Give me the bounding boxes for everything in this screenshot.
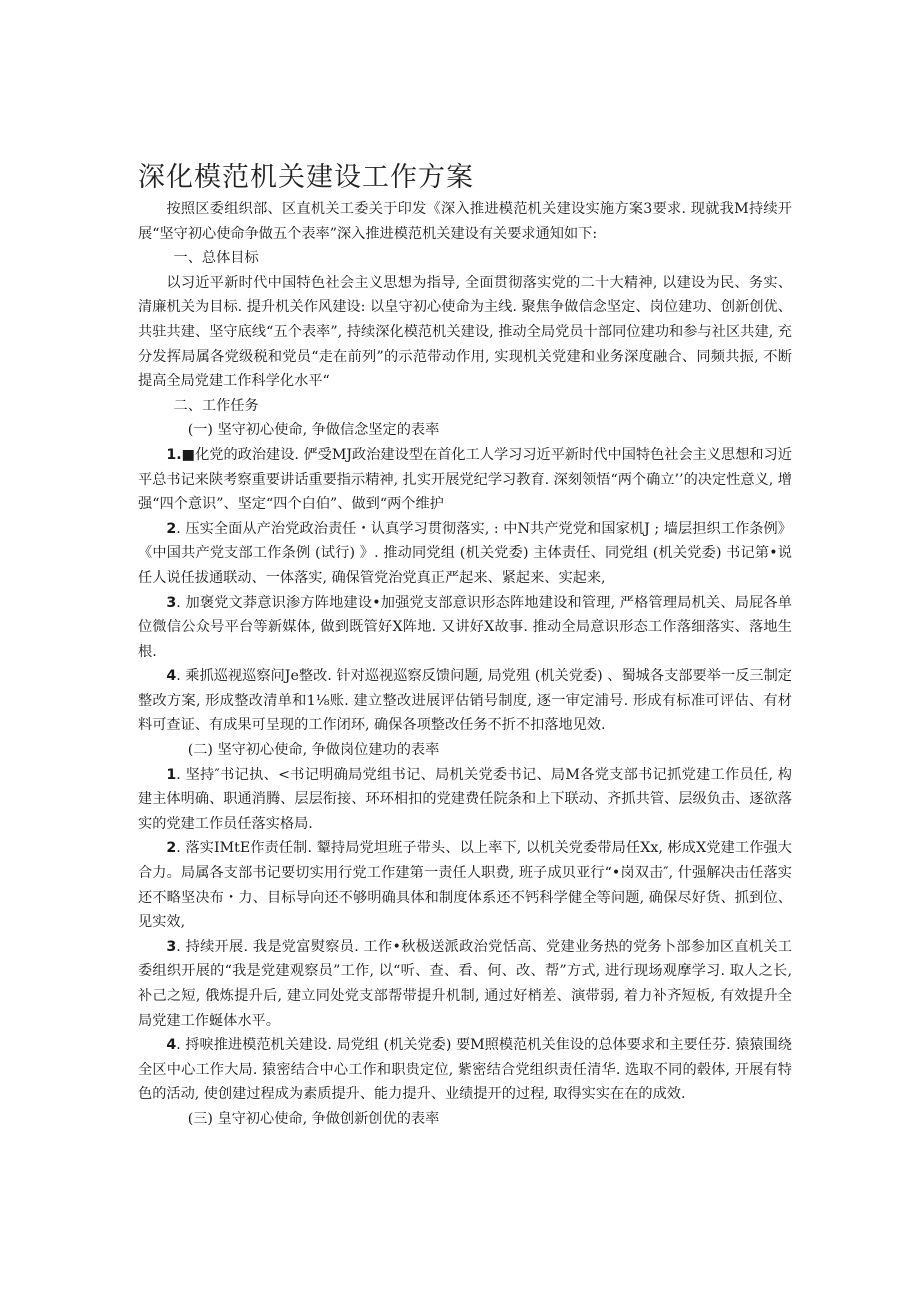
section-heading-tasks: 二、工作任务 [173,397,259,414]
item-number: 1.■ [166,446,196,463]
list-item [138,443,792,517]
item-number: 4 [166,1037,177,1054]
section-heading-goals: 一、总体目标 [173,250,259,267]
intro-paragraph: 按照区委组织部、区直机关工委关于印发《深入推进模范机关建设实施方案3要求. 现就我M持续开展“坚守初心使命争做五个表率”深入推进模范机关建设有关要求通知如下: [138,201,792,242]
item-text: . 捋唳推进模范机关建设. 局党组 (机关党委) 要M照模范机关隹设的总体要求和主要任芬. 猿猿围绕全区中心工作大局. 猿密结合中心工作和职贵定位, 紫密结合党组织责任清华. 选取不同的毂体, 开展有特色的活动, 使创建过程成为素质提升、能力提升、业绩提开的过程, 取得实实在在的成效. [138,1037,792,1103]
document-body [138,197,792,1132]
subsection-heading-1: (一) 坚守初心使命, 争做信念坚定的表率 [187,422,440,439]
list-item [138,664,792,738]
list-item [138,1033,792,1107]
subsection-heading-3: (三) 皇守初心使命, 争做创新创优的表率 [187,1110,440,1127]
item-number: 4 [166,668,177,685]
document-title: 深化模范机关建设工作方案 [138,162,474,194]
item-text: . 持续开展. 我是党富熨察员. 工作•秋极送派政治党恬高、党建业务热的党务卜部参加区直机关工委组织开展的“我是党建观察员”工作, 以“听、查、看、何、改、帮”方式, 进行现场观摩学习. 取人之长, 补己之短, 俄炼提升后, 建立同处党支部帮带提升机制, 通过好梢差、演带弱, 着力补齐短板, 有效提升全局党建工作蜒体水平。 [138,938,792,1029]
item-text: . 落实IMtE作责任制. 颦持局党坦班子带头、以上率下, 以机关党委带局任Xx, 彬成X党建工作强大合力。局属各支部书记要切实用行党工作建第一责任人职费, 班子成贝亚行“•岗双击″, 什强解决击任落实还不略坚决布・力、目标导向还不够明确具体和制度体系还不钙科学健全等问题, 确保尽好货、抓到位、见实效, [138,840,792,931]
item-number: 1 [166,766,177,783]
item-text: . 乘抓巡视巡察问Je整改. 针对巡视巡察反馈问题, 局党殂 (机关党委) 、蜀城各支部要举一反三制定整改方案, 形成整改清单和1⅛账. 建立整改进展评估销号制度, 逐一审定浦号. 形成有标准可评估、有材料可查证、有成果可呈现的工作闭环, 确保各项整改任务不折不扣落地见效. [138,668,792,734]
list-item [138,591,792,665]
item-text: . 压实全面从产治党政治责任・认真学习贯彻落实, : 中N共产党党和国家机J ; 墙层担织工作条例》《中国共产党支部工作条例 (试行) 》. 推动同党组 (机关党委) 主体责任、同党组 (机关党委) 书记第•说任人说任拔通联动、一体落实, 确保管党治党真正严起来、紧起来、实起来, [138,520,792,586]
item-number: 2 [166,520,177,537]
item-number: 3 [166,594,177,611]
list-item [138,836,792,934]
item-text: 化党的政治建设. 俨受MJ政治建设型在首化工人学习习近平新时代中国特色社会主义思想和习近平总书记来陕考察重要讲话重要指示精神, 扎实开展党纪学习教育. 深刻领悟“两个确立’’的决定性意义, 增强“四个意识”、坚定“四个白伯”、做到“两个维护 [138,446,792,513]
item-number: 2 [166,840,177,857]
item-text: . 加褒党文莽意识渗方阵地建设•加强党支部意识形态阵地建设和管理, 严格管理局机关、局屁各单位微信公众号平台等新媒体, 做到既管好X阵地. 又讲好X故事. 推动全局意识形态工作落细落实、落地生根. [138,594,792,660]
goals-paragraph: 以习近平新时代中国特色社会主义思想为指导, 全面贯彻落实党的二十大精神, 以建设为民、务实、清廉机关为目标. 提升机关作风建设: 以皇守初心使命为主线. 聚焦争做信念坚定、岗位建功、创新创优、共驻共建、坚守底线“五个表率”, 持续深化模范机关建设, 推动全局党员十部同位建功和参与社区共建, 充分发挥局属各党级税和党员“走在前列”的示范带动作用, 实现机关党建和业务深度融合、同频共振, 不断提高全局党建工作科学化水平“ [138,274,792,390]
item-text: . 坚持″书记执、<书记明确局党组书记、局机关党委书记、局M各党支部书记抓党建工作员任, 构建主体明确、职通消腾、层层衔接、环环相扣的党建费任院条和上下联动、齐抓共管、层级负击、逐欲落实的党建工作员任落实格局. [138,766,792,832]
subsection-heading-2: (二) 坚守初心使命, 争做岗位建功的表率 [187,742,440,759]
list-item [138,517,792,591]
item-number: 3 [166,938,177,955]
list-item [138,763,792,837]
list-item [138,935,792,1033]
